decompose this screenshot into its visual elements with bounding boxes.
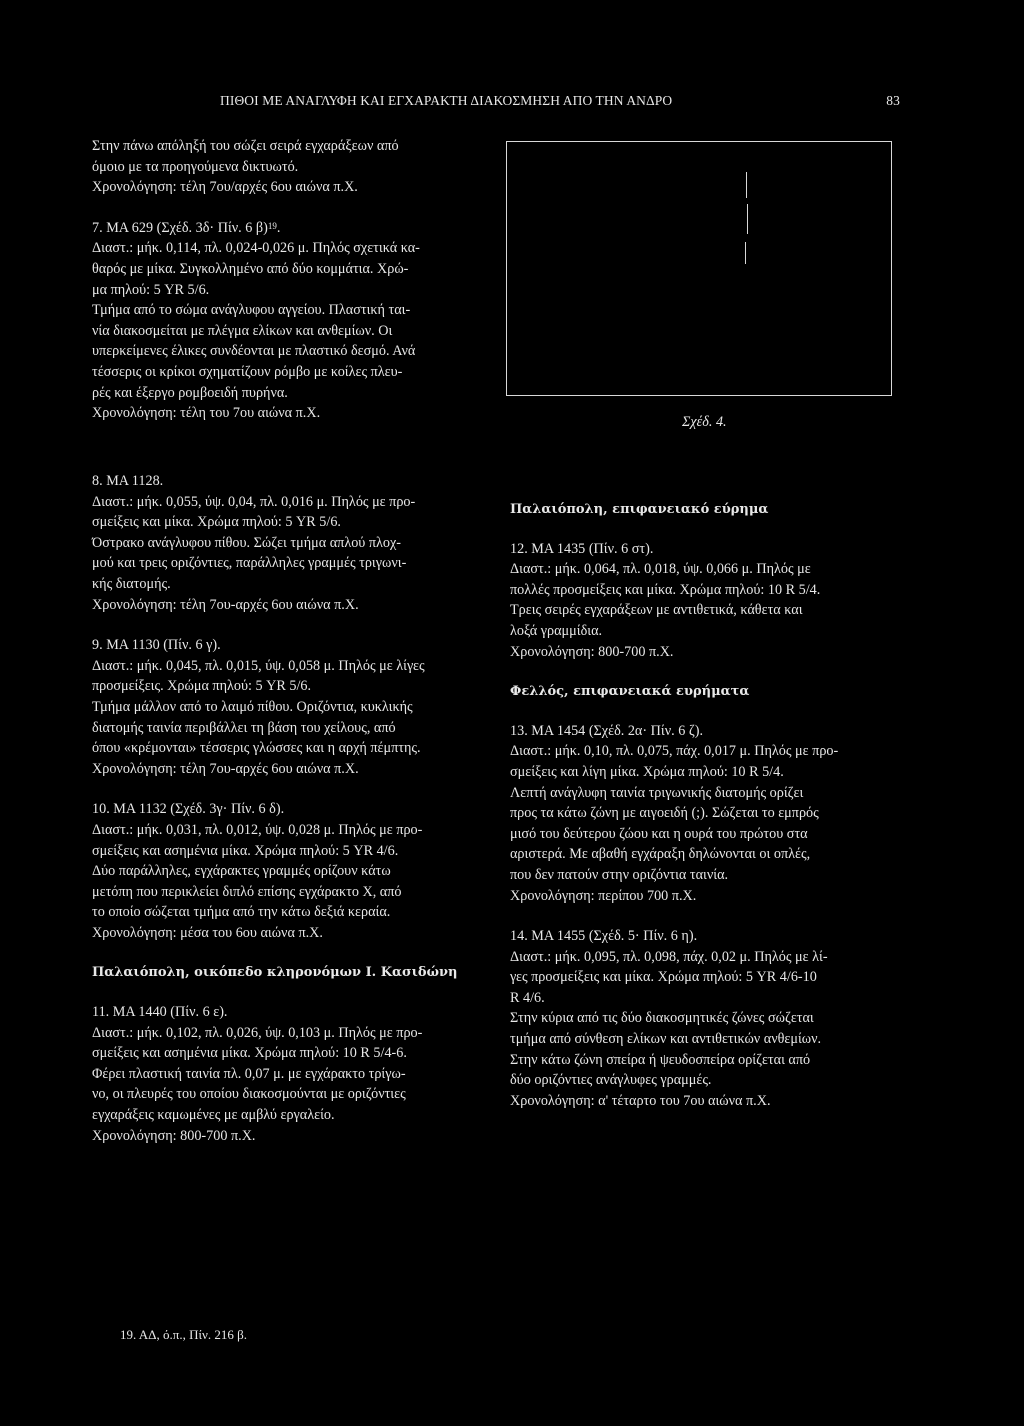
footnote-ref: 19 (267, 220, 277, 231)
text-line: Διαστ.: μήκ. 0,031, πλ. 0,012, ύψ. 0,028 μ. Πηλός με προ- (92, 821, 423, 838)
text-line: σμείξεις και μίκα. Χρώμα πηλού: 5 YR 5/6. (92, 514, 341, 531)
right-column (510, 500, 906, 1111)
drawing-stroke (745, 242, 746, 264)
text-line: σμείξεις και λίγη μίκα. Χρώμα πηλού: 10 R 5/4. (510, 763, 784, 780)
text-line: Χρονολόγηση: 800-700 π.Χ. (92, 1127, 256, 1144)
text-line: Χρονολόγηση: περίπου 700 π.Χ. (510, 887, 697, 904)
drawing-stroke (747, 204, 748, 234)
text-line: λοξά γραμμίδια. (510, 622, 603, 639)
text-line: νο, οι πλευρές του οποίου διακοσμούνται με οριζόντιες (92, 1086, 406, 1103)
text-line: Λεπτή ανάγλυφη ταινία τριγωνικής διατομής ορίζει (510, 784, 804, 801)
text-line: Διαστ.: μήκ. 0,10, πλ. 0,075, πάχ. 0,017 μ. Πηλός με προ- (510, 743, 839, 760)
text-line: τέσσερις οι κρίκοι σχηματίζουν ρόμβο με κοίλες πλευ- (92, 363, 403, 380)
text-line: Στην πάνω απόληξή του σώζει σειρά εγχαράξεων από (92, 138, 399, 154)
text-line: σμείξεις και ασημένια μίκα. Χρώμα πηλού: 10 R 5/4-6. (92, 1045, 407, 1062)
text-line: Χρονολόγηση: α' τέταρτο του 7ου αιώνα π.Χ. (510, 1092, 771, 1109)
text-line: ρές και έξεργο ρομβοειδή πυρήνα. (92, 384, 288, 401)
text-line: μού και τρεις οριζόντιες, παράλληλες γραμμές τριγωνι- (92, 555, 407, 572)
text-line: προσμείξεις. Χρώμα πηλού: 5 YR 5/6. (92, 678, 312, 695)
text-line: Χρονολόγηση: τέλη 7ου/αρχές 6ου αιώνα π.Χ. (92, 179, 358, 196)
section-heading: Παλαιόπολη, οικόπεδο κληρονόμων Ι. Κασιδώνη (92, 965, 458, 981)
text-line: δύο οριζόντιες ανάγλυφες γραμμές. (510, 1072, 712, 1089)
page-number: 83 (886, 93, 900, 108)
section-heading: Φελλός, επιφανειακά ευρήματα (510, 684, 750, 700)
text-line: διατομής ταινία περιβάλλει τη βάση του χείλους, από (92, 719, 396, 736)
text-line: εγχαράξεις καμωμένες με αμβλύ εργαλείο. (92, 1107, 335, 1124)
running-title: ΠΙΘΟΙ ΜΕ ΑΝΑΓΛΥΦΗ ΚΑΙ ΕΓΧΑΡΑΚΤΗ ΔΙΑΚΟΣΜΗΣΗ ΑΠΟ ΤΗΝ ΑΝΔΡΟ (220, 93, 673, 108)
text-line: κής διατομής. (92, 575, 171, 592)
text-line: Δύο παράλληλες, εγχάρακτες γραμμές ορίζουν κάτω (92, 863, 391, 880)
text-line: Διαστ.: μήκ. 0,045, πλ. 0,015, ύψ. 0,058 μ. Πηλός με λίγες (92, 657, 425, 674)
text-line: νία διακοσμείται με πλέγμα ελίκων και ανθεμίων. Οι (92, 322, 393, 339)
entry-block-top (92, 136, 488, 424)
text-line: προς τα κάτω ζώνη με αιγοειδή (;). Σώζεται το εμπρός (510, 805, 819, 822)
text-line: Τρεις σειρές εγχαράξεων με αντιθετικά, κάθετα και (510, 602, 803, 619)
text-line: τμήμα από σύνθεση ελίκων και αντιθετικών ανθεμίων. (510, 1031, 822, 1048)
entry-heading-text: 7. ΜΑ 629 (Σχέδ. 3δ· Πίν. 6 β) (92, 219, 268, 236)
footnote: 19. ΑΔ, ό.π., Πίν. 216 β. (120, 1327, 247, 1342)
text-line: Στην κύρια από τις δύο διακοσμητικές ζώνες σώζεται (510, 1010, 814, 1027)
entry-heading: 13. ΜΑ 1454 (Σχέδ. 2α· Πίν. 6 ζ). (510, 722, 703, 739)
text-line: Διαστ.: μήκ. 0,064, πλ. 0,018, ύψ. 0,066 μ. Πηλός με (510, 561, 811, 578)
drawing-stroke (746, 172, 747, 198)
entry-heading: 14. ΜΑ 1455 (Σχέδ. 5· Πίν. 6 η). (510, 928, 698, 945)
entry-heading: 9. ΜΑ 1130 (Πίν. 6 γ). (92, 637, 221, 654)
entry-heading: 7. ΜΑ 629 (Σχέδ. 3δ· Πίν. 6 β)$^{19}$. (92, 219, 281, 236)
text-line: αριστερά. Με αβαθή εγχάραξη δηλώνονται οι οπλές, (510, 846, 811, 863)
text-line: υπερκείμενες έλικες συνδέονται με πλαστικό δεσμό. Ανά (92, 343, 416, 360)
text-line: θαρός με μίκα. Συγκολλημένο από δύο κομμάτια. Χρώ- (92, 260, 409, 277)
text-line: πολλές προσμείξεις και μίκα. Χρώμα πηλού: 10 R 5/4. (510, 581, 821, 598)
text-line: Τμήμα από το σώμα ανάγλυφου αγγείου. Πλαστική ται- (92, 302, 411, 319)
entry-heading: 11. ΜΑ 1440 (Πίν. 6 ε). (92, 1004, 228, 1021)
text-line: μετόπη που περικλείει διπλό επίσης εγχάρακτο Χ, από (92, 883, 402, 900)
text-line: όπου «κρέμονται» τέσσερις γλώσσες και η αρχή πέμπτης. (92, 740, 421, 757)
text-line: σμείξεις και ασημένια μίκα. Χρώμα πηλού: 5 YR 4/6. (92, 842, 399, 859)
text-line: το οποίο σώζεται τμήμα από την κάτω δεξιά κεραία. (92, 904, 391, 921)
entry-heading: 12. ΜΑ 1435 (Πίν. 6 στ). (510, 540, 654, 557)
text-line: Όστρακο ανάγλυφου πίθου. Σώζει τμήμα απλού πλοχ- (92, 534, 402, 551)
text-line: R 4/6. (510, 989, 545, 1006)
text-line: Χρονολόγηση: μέσα του 6ου αιώνα π.Χ. (92, 924, 323, 941)
entry-heading: 10. ΜΑ 1132 (Σχέδ. 3γ· Πίν. 6 δ). (92, 801, 285, 818)
figure-caption: Σχέδ. 4. (682, 414, 727, 430)
text-line: Χρονολόγηση: τέλη 7ου-αρχές 6ου αιώνα π.Χ. (92, 760, 359, 777)
text-line: γες προσμείξεις και μίκα. Χρώμα πηλού: 5 YR 4/6-10 (510, 969, 817, 986)
text-line: όμοιο με τα προηγούμενα δικτυωτό. (92, 158, 299, 175)
entry-heading: 8. ΜΑ 1128. (92, 473, 164, 489)
text-line: Χρονολόγηση: τέλη 7ου-αρχές 6ου αιώνα π.Χ. (92, 596, 359, 613)
text-line: Στην κάτω ζώνη σπείρα ή ψευδοσπείρα ορίζεται από (510, 1051, 811, 1068)
text-line: Χρονολόγηση: τέλη του 7ου αιώνα π.Χ. (92, 405, 321, 422)
text-line: Χρονολόγηση: 800-700 π.Χ. (510, 643, 674, 660)
drawing-frame (506, 141, 892, 396)
text-line: Τμήμα μάλλον από το λαιμό πίθου. Οριζόντια, κυκλικής (92, 698, 413, 715)
text-line: μισό του δεύτερου ζώου και η ουρά του πρώτου στα (510, 825, 808, 842)
text-line: Διαστ.: μήκ. 0,095, πλ. 0,098, πάχ. 0,02 μ. Πηλός με λί- (510, 948, 828, 965)
running-header (92, 93, 900, 113)
text-line: Διαστ.: μήκ. 0,102, πλ. 0,026, ύψ. 0,103 μ. Πηλός με προ- (92, 1024, 423, 1041)
text-line: Διαστ.: μήκ. 0,114, πλ. 0,024-0,026 μ. Πηλός σχετικά κα- (92, 240, 420, 257)
section-heading: Παλαιόπολη, επιφανειακό εύρημα (510, 502, 769, 517)
text-line: μα πηλού: 5 YR 5/6. (92, 281, 210, 298)
left-column (92, 471, 488, 1146)
text-line: που δεν πατούν στην οριζόντια ταινία. (510, 866, 729, 883)
text-line: Φέρει πλαστική ταινία πλ. 0,07 μ. με εγχάρακτο τρίγω- (92, 1065, 406, 1082)
text-line: Διαστ.: μήκ. 0,055, ύψ. 0,04, πλ. 0,016 μ. Πηλός με προ- (92, 493, 416, 510)
